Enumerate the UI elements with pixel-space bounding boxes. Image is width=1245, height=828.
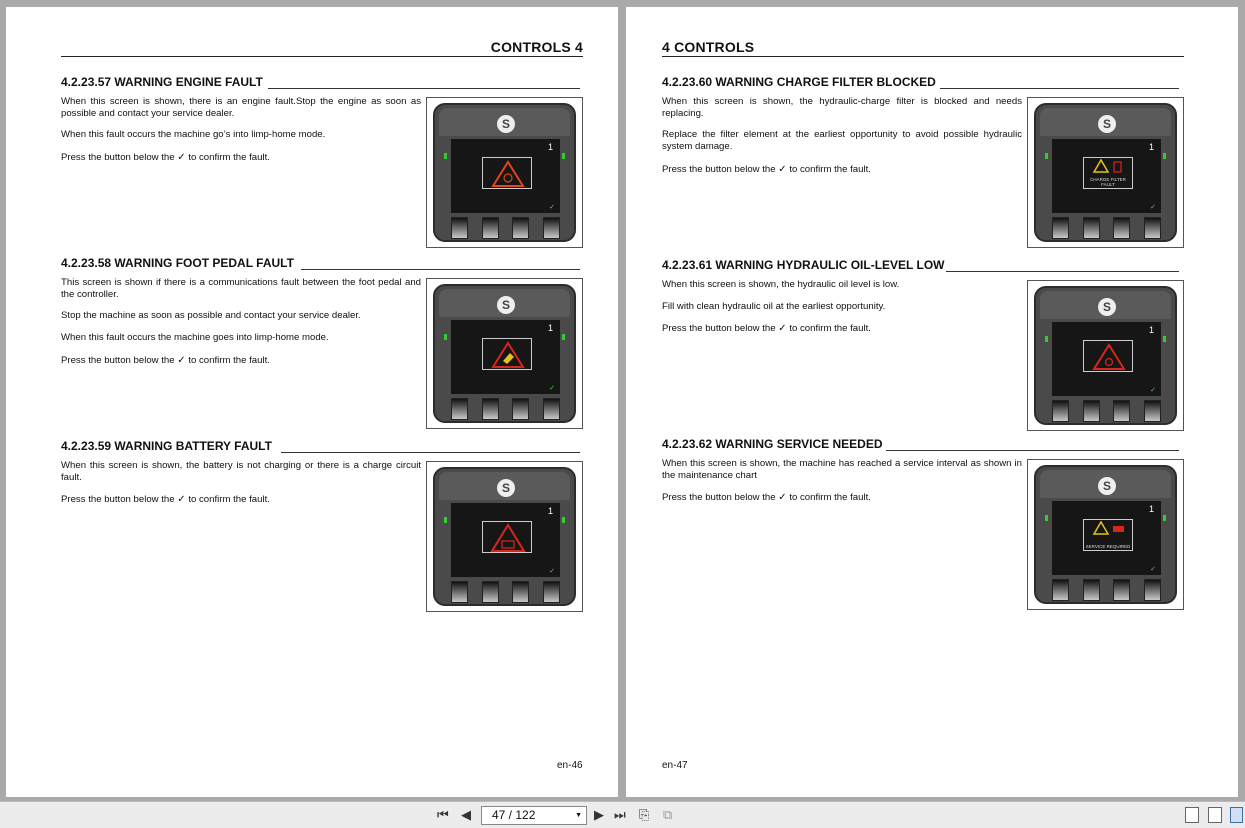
foot-pedal-fault-warning-icon [482, 338, 532, 370]
page-header: 4 CONTROLS [662, 39, 755, 55]
section-title: 4.2.23.57 WARNING ENGINE FAULT [61, 75, 263, 89]
section-title: 4.2.23.60 WARNING CHARGE FILTER BLOCKED [662, 75, 936, 89]
confirm-instruction: Press the button below the ✓ to confirm the fault. [61, 152, 270, 163]
display-button [1144, 400, 1161, 422]
status-led [1045, 336, 1048, 342]
rotate-view-icon[interactable]: ⎘ [639, 807, 650, 822]
display-button [482, 581, 499, 603]
single-page-view-icon[interactable] [1185, 807, 1199, 823]
page-header: CONTROLS 4 [490, 39, 583, 55]
header-rule [61, 56, 583, 57]
confirm-instruction: Press the button below the ✓ to confirm the fault. [662, 164, 871, 175]
checkmark-icon: ✓ [177, 494, 186, 505]
confirm-instruction: Press the button below the ✓ to confirm the fault. [662, 323, 871, 334]
display-screen [451, 320, 560, 394]
display-button [1052, 217, 1069, 239]
checkmark-icon: ✓ [1150, 204, 1156, 211]
display-button [1083, 579, 1100, 601]
charge-filter-warning-icon [1083, 157, 1133, 189]
section-rule [281, 452, 580, 453]
checkmark-icon: ✓ [1150, 387, 1156, 394]
paragraph: When this screen is shown, the hydraulic oil level is low. [662, 279, 900, 290]
brand-logo-icon: S [1098, 477, 1116, 495]
section-rule [946, 271, 1179, 272]
checkmark-icon: ✓ [1150, 566, 1156, 573]
display-button [1144, 217, 1161, 239]
display-button [1052, 400, 1069, 422]
display-bezel [433, 103, 576, 242]
checkmark-icon: ✓ [778, 164, 787, 175]
engine-fault-warning-icon [482, 157, 532, 189]
confirm-instruction: Press the button below the ✓ to confirm the fault. [61, 494, 270, 505]
screen-number: 1 [1148, 504, 1154, 514]
display-button [543, 581, 560, 603]
section-rule [886, 450, 1179, 451]
display-screen [451, 139, 560, 213]
status-led [444, 334, 447, 340]
status-led [1163, 515, 1166, 521]
previous-page-icon[interactable]: ◀ [461, 807, 471, 822]
display-figure [426, 278, 583, 429]
display-figure [1027, 280, 1184, 431]
display-button [512, 581, 529, 603]
section-rule [268, 88, 580, 89]
display-button [1113, 579, 1130, 601]
hydraulic-oil-warning-icon [1083, 340, 1133, 372]
checkmark-icon: ✓ [549, 204, 555, 211]
checkmark-icon: ✓ [549, 385, 555, 392]
section-rule [940, 88, 1179, 89]
display-button [482, 217, 499, 239]
status-led [444, 517, 447, 523]
screen-caption: SERVICE REQUIRED [1085, 544, 1131, 549]
screen-caption: CHARGE FILTER FAULT [1090, 177, 1126, 187]
display-bezel [1034, 286, 1177, 425]
status-led [444, 153, 447, 159]
section-title: 4.2.23.59 WARNING BATTERY FAULT [61, 439, 272, 453]
paragraph: When this fault occurs the machine goes into limp-home mode. [61, 332, 329, 343]
service-warning-icon [1083, 519, 1133, 551]
right-page [626, 7, 1238, 797]
status-led [1163, 336, 1166, 342]
facing-pages-view-icon[interactable] [1230, 807, 1243, 823]
page-number: en-46 [557, 760, 583, 771]
brand-logo-icon: S [497, 115, 515, 133]
display-button [512, 217, 529, 239]
section-rule [301, 269, 580, 270]
screen-number: 1 [547, 323, 553, 333]
screen-number: 1 [547, 506, 553, 516]
display-button [1113, 400, 1130, 422]
display-button [1083, 217, 1100, 239]
checkmark-icon: ✓ [177, 355, 186, 366]
confirm-instruction: Press the button below the ✓ to confirm the fault. [662, 492, 871, 503]
paragraph: Fill with clean hydraulic oil at the earliest opportunity. [662, 301, 886, 312]
continuous-view-icon[interactable] [1208, 807, 1222, 823]
status-led [562, 517, 565, 523]
display-button [451, 581, 468, 603]
chevron-down-icon: ▼ [575, 812, 582, 819]
screen-number: 1 [547, 142, 553, 152]
section-title: 4.2.23.58 WARNING FOOT PEDAL FAULT [61, 256, 294, 270]
display-button [543, 398, 560, 420]
status-led [1163, 153, 1166, 159]
paragraph: When this screen is shown, the machine has reached a service interval as shown in the maintenance chart [662, 458, 1022, 481]
display-screen [1052, 322, 1161, 396]
screen-number: 1 [1148, 142, 1154, 152]
display-bezel [1034, 103, 1177, 242]
battery-fault-warning-icon [482, 521, 532, 553]
paragraph: When this fault occurs the machine go’s into limp-home mode. [61, 129, 326, 140]
header-rule [662, 56, 1184, 57]
display-screen [1052, 501, 1161, 575]
display-button [482, 398, 499, 420]
confirm-instruction: Press the button below the ✓ to confirm the fault. [61, 355, 270, 366]
display-button [451, 217, 468, 239]
section-title: 4.2.23.61 WARNING HYDRAULIC OIL-LEVEL LOW [662, 258, 945, 272]
next-page-icon[interactable]: ▶ [594, 807, 604, 822]
brand-logo-icon: S [1098, 298, 1116, 316]
display-button [1113, 217, 1130, 239]
last-page-icon[interactable]: ⏭ [614, 807, 626, 822]
first-page-icon[interactable]: ⏮ [437, 807, 449, 822]
display-bezel [433, 284, 576, 423]
brand-logo-icon: S [1098, 115, 1116, 133]
screen-number: 1 [1148, 325, 1154, 335]
checkmark-icon: ✓ [549, 568, 555, 575]
display-button [1144, 579, 1161, 601]
page-selector[interactable] [481, 806, 587, 825]
display-button [451, 398, 468, 420]
paragraph: When this screen is shown, there is an engine fault.Stop the engine as soon as possible and contact your service dealer. [61, 96, 421, 119]
checkmark-icon: ✓ [177, 152, 186, 163]
display-figure [426, 461, 583, 612]
status-led [562, 153, 565, 159]
section-title: 4.2.23.62 WARNING SERVICE NEEDED [662, 437, 883, 451]
display-figure [426, 97, 583, 248]
status-led [1045, 153, 1048, 159]
brand-logo-icon: S [497, 479, 515, 497]
display-button [1052, 579, 1069, 601]
paragraph: When this screen is shown, the battery is not charging or there is a charge circuit fault. [61, 460, 421, 483]
display-button [512, 398, 529, 420]
paragraph: Stop the machine as soon as possible and contact your service dealer. [61, 310, 361, 321]
status-led [1045, 515, 1048, 521]
status-led [562, 334, 565, 340]
display-figure [1027, 97, 1184, 248]
paragraph: This screen is shown if there is a communications fault between the foot pedal and the controller. [61, 277, 421, 300]
paragraph: Replace the filter element at the earliest opportunity to avoid possible hydraulic system damage. [662, 129, 1022, 152]
brand-logo-icon: S [497, 296, 515, 314]
page-indicator: 47 / 122 [492, 808, 536, 822]
checkmark-icon: ✓ [778, 492, 787, 503]
page-number: en-47 [662, 760, 688, 771]
checkmark-icon: ✓ [778, 323, 787, 334]
display-bezel [1034, 465, 1177, 604]
display-figure [1027, 459, 1184, 610]
paragraph: When this screen is shown, the hydraulic-charge filter is blocked and needs replacing. [662, 96, 1022, 119]
display-screen [1052, 139, 1161, 213]
display-bezel [433, 467, 576, 606]
fit-page-icon[interactable]: ⧉ [663, 807, 673, 822]
display-button [543, 217, 560, 239]
display-button [1083, 400, 1100, 422]
left-page [6, 7, 618, 797]
viewer-toolbar [0, 801, 1245, 828]
display-screen [451, 503, 560, 577]
